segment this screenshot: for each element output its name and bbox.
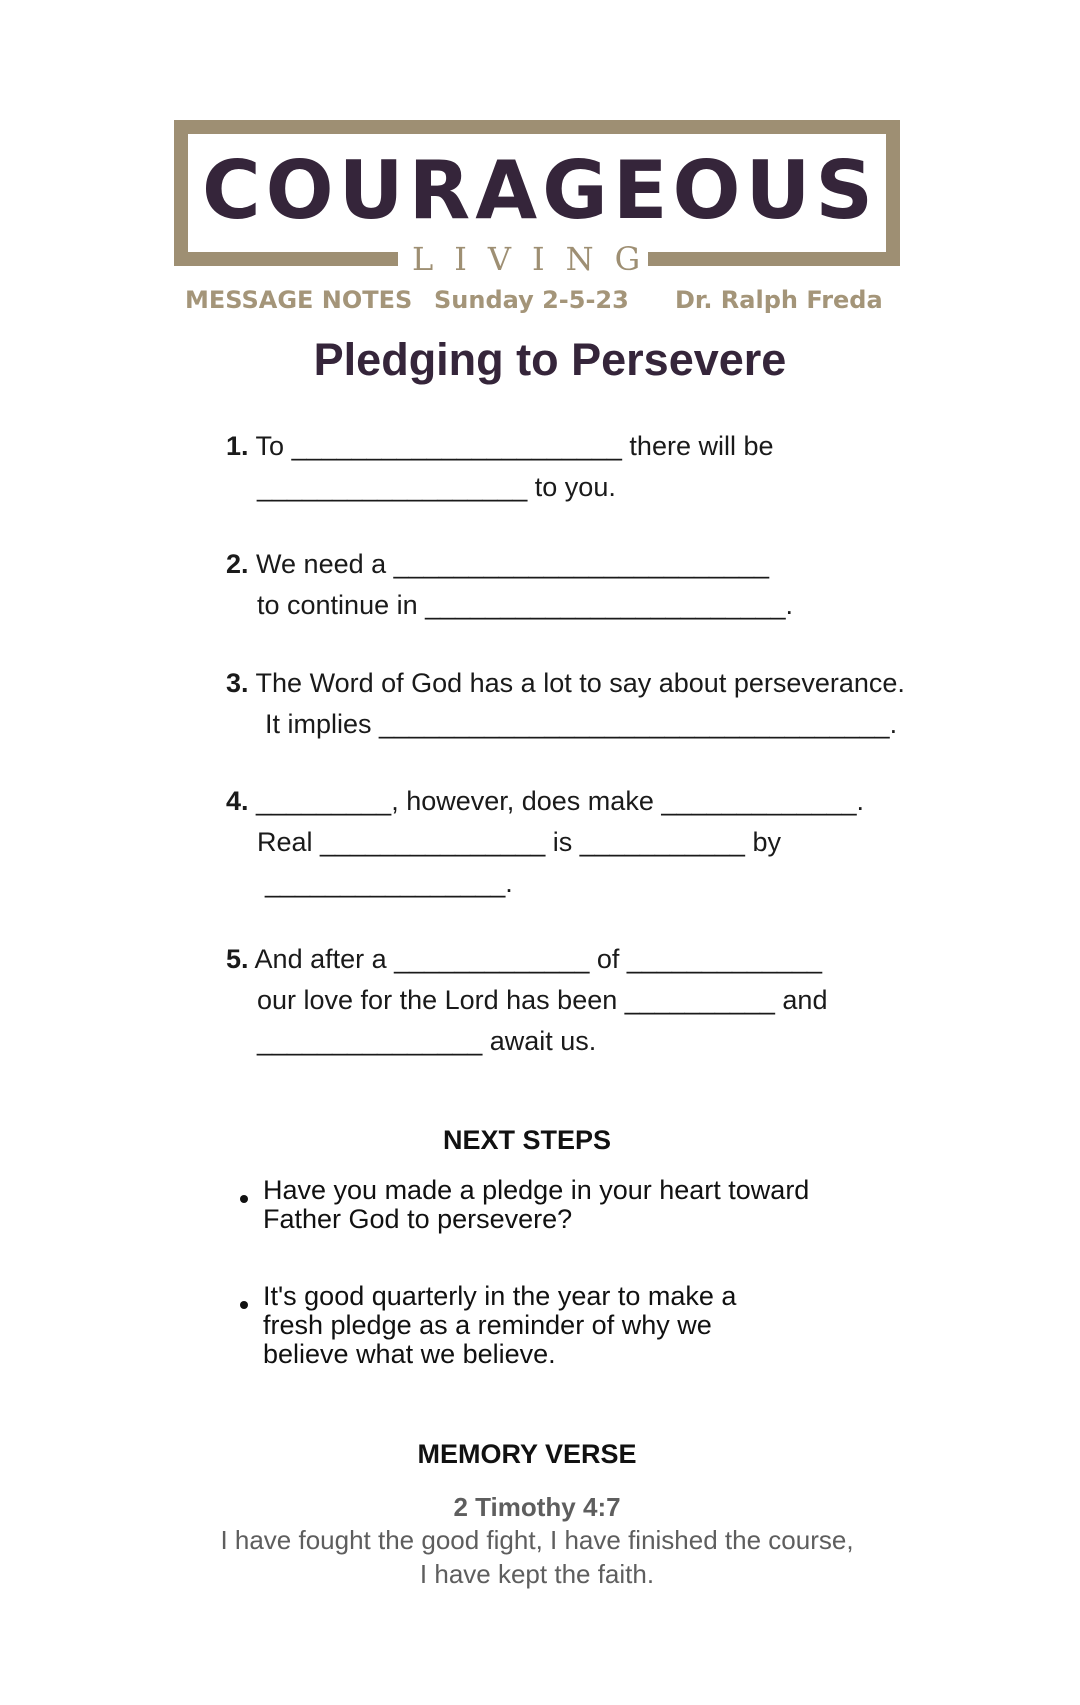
bullet-dot [240,1195,248,1203]
logo-wordmark: COURAGEOUS [201,144,879,237]
point-number: 5. [226,944,249,974]
next-step-item [263,1176,809,1234]
speaker-name: Dr. Ralph Freda [675,286,883,314]
point-number: 2. [226,549,249,579]
logo-subtitle: LIVING [398,238,648,280]
memory-verse-heading: MEMORY VERSE [417,1439,637,1469]
next-step-line: It's good quarterly in the year to make a [263,1281,737,1311]
point-line [226,783,864,819]
next-step-line: Father God to persevere? [263,1204,573,1234]
point-line: It implies __________________________________. [265,709,898,739]
point-line [226,546,769,582]
point-line: Real _______________ is ___________ by [257,827,781,857]
message-notes-label: MESSAGE NOTES [185,286,413,314]
next-steps-heading: NEXT STEPS [442,1125,612,1155]
verse-line: I have fought the good fight, I have finished the course, [220,1525,854,1555]
point-line [226,665,905,701]
page-title: Pledging to Persevere [313,334,787,385]
bullet-dot [240,1301,248,1309]
next-step-line: fresh pledge as a reminder of why we [263,1310,712,1340]
point-text: To ______________________ there will be [255,431,774,461]
point-number: 1. [226,431,249,461]
point-line: our love for the Lord has been __________ and [257,985,828,1015]
verse-reference: 2 Timothy 4:7 [453,1492,621,1522]
point-text: We need a _________________________ [256,549,770,579]
point-line: __________________ to you. [257,472,616,502]
point-text: _________, however, does make _____________. [256,786,865,816]
point-text: The Word of God has a lot to say about perseverance. [255,668,905,698]
point-number: 3. [226,668,249,698]
point-line [226,941,822,977]
next-step-line: Have you made a pledge in your heart toward [263,1175,810,1205]
point-number: 4. [226,786,249,816]
next-step-line: believe what we believe. [263,1339,556,1369]
point-line: to continue in ________________________. [257,590,794,620]
verse-line: I have kept the faith. [419,1559,655,1589]
message-date: Sunday 2-5-23 [434,286,629,314]
point-line [226,428,774,464]
next-step-item [263,1282,736,1369]
point-text: And after a _____________ of _____________ [254,944,823,974]
point-line: _______________ await us. [257,1026,597,1056]
point-line: ________________. [265,868,513,898]
